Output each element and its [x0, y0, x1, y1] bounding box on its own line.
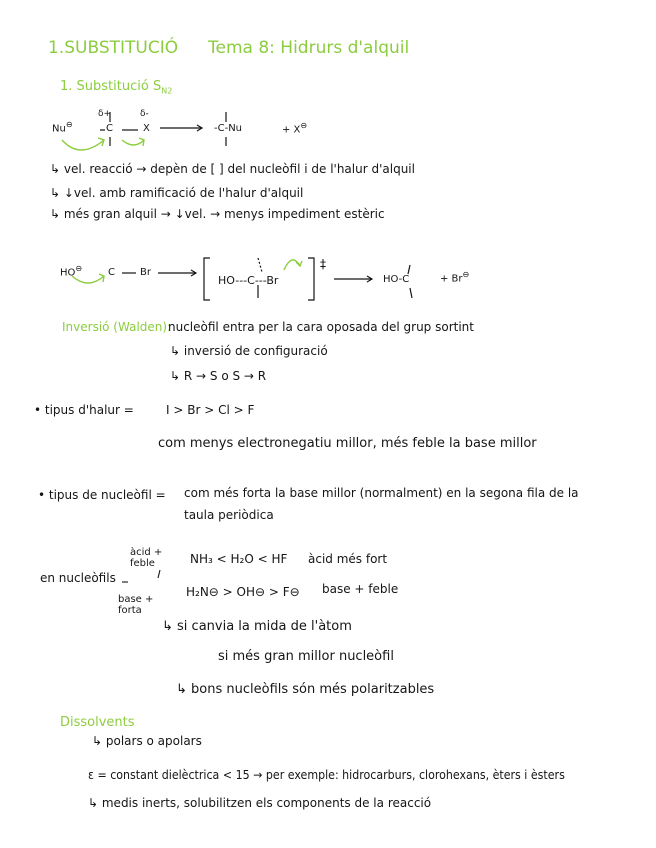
plus-br-text: + Br	[440, 273, 463, 285]
prod-bond-down	[410, 288, 412, 298]
section-title: 1.SUBSTITUCIÓ	[48, 38, 179, 58]
size-note-2: si més gran millor nucleòfil	[218, 649, 394, 664]
dissolvents-line-2: ε = constant dielèctrica < 15 → per exemple: hidrocarburs, clorohexans, èters i èsters	[88, 768, 565, 782]
nucleofil-label: • tipus de nucleòfil =	[38, 488, 166, 502]
mech-curly-arrow-1	[72, 276, 104, 283]
sn2-product: -C-Nu	[214, 123, 243, 134]
sn2-note-2: ↳ ↓vel. amb ramificació de l'halur d'alquil	[50, 186, 304, 200]
mech-ho-charge: ⊖	[75, 264, 83, 273]
dissolvents-title: Dissolvents	[60, 715, 135, 730]
mech-curly-arrow-ts	[284, 260, 300, 270]
tema-title: Tema 8: Hidrurs d'alquil	[208, 38, 410, 58]
ts-bond-up	[258, 258, 262, 272]
base-label: base + forta	[118, 594, 154, 616]
sn2-title-text: 1. Substitució S	[60, 79, 162, 94]
mech-carbon: C	[108, 267, 115, 278]
sn2-title-sub: N2	[161, 86, 173, 96]
carbon-label: C	[106, 123, 113, 134]
sn2-note-1: ↳ vel. reacció → depèn de [ ] del nucleòfil i de l'halur d'alquil	[50, 162, 415, 176]
delta-minus: δ-	[140, 109, 149, 119]
inversion-sub-2: ↳ R → S o S → R	[170, 369, 267, 383]
sn2-note-3: ↳ més gran alquil → ↓vel. → menys impediment estèric	[50, 207, 385, 221]
dissolvents-line-3: ↳ medis inerts, solubilitzen els components de la reacció	[88, 796, 432, 810]
halur-order: I > Br > Cl > F	[166, 403, 255, 417]
size-note-3: ↳ bons nucleòfils són més polaritzables	[176, 682, 435, 697]
transition-state: HO---C---Br	[218, 274, 279, 287]
leaving-group: X	[143, 123, 150, 134]
halur-label: • tipus d'halur =	[34, 403, 134, 417]
curly-arrow-x	[122, 140, 144, 145]
nu-text: Nu	[52, 123, 66, 135]
nucleofil-acid-tick	[158, 570, 160, 578]
nucleofil-text-1: com més forta la base millor (normalment) en la segona fila de la	[184, 486, 579, 500]
curly-arrow-nu	[62, 140, 104, 150]
nu-charge: ⊖	[65, 120, 73, 129]
ts-bracket-left	[204, 258, 210, 300]
acid-note: àcid més fort	[308, 552, 388, 566]
inversion-label: Inversió (Walden):	[62, 320, 172, 334]
mech-ho-text: HO	[60, 267, 76, 279]
mech-br: Br	[140, 267, 151, 278]
x-charge: ⊖	[300, 121, 308, 130]
inversion-sub-1: ↳ inversió de configuració	[170, 344, 328, 358]
dissolvents-line-1: ↳ polars o apolars	[92, 734, 202, 748]
halur-note: com menys electronegatiu millor, més feble la base millor	[158, 436, 537, 451]
dagger: ‡	[320, 257, 326, 271]
ts-bracket-right	[308, 258, 314, 300]
nucleofil-text-2: taula periòdica	[184, 508, 274, 522]
plus-x-text: + X	[282, 124, 301, 136]
base-series: H₂N⊖ > OH⊖ > F⊖	[186, 585, 300, 599]
inversion-text: nucleòfil entra per la cara oposada del grup sortint	[168, 320, 474, 334]
br-charge: ⊖	[462, 270, 470, 279]
base-note: base + feble	[322, 582, 399, 596]
prod-bond-up	[408, 265, 410, 274]
size-note-1: ↳ si canvia la mida de l'àtom	[162, 619, 352, 634]
acid-label: àcid + feble	[130, 547, 163, 569]
acid-series: NH₃ < H₂O < HF	[190, 552, 288, 566]
nucleofil-side-label: en nucleòfils	[40, 571, 116, 585]
delta-plus: δ+	[98, 109, 112, 119]
mech-product: HO-C	[383, 274, 410, 285]
